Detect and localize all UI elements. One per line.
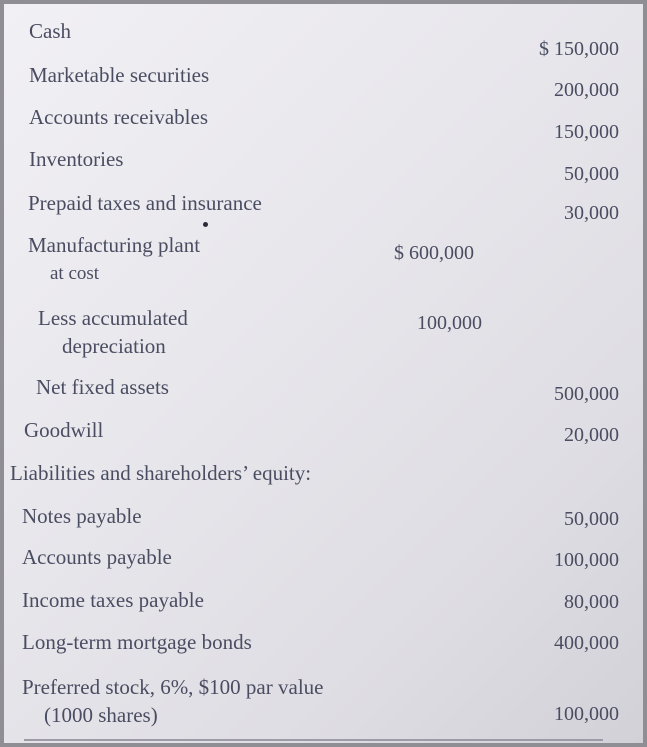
depreciation-label: Less accumulated [38,306,188,330]
depreciation-amount: 100,000 [417,312,482,334]
cash-label: Cash [29,19,71,43]
marketable-securities-label: Marketable securities [29,63,210,87]
plant-label: Manufacturing plant [28,233,201,257]
income-taxes-payable-amount: 80,000 [564,591,619,613]
notes-payable-label: Notes payable [22,504,142,528]
plant-label-cont: at cost [50,263,100,284]
balance-sheet-page [4,4,643,743]
preferred-stock-label: Preferred stock, 6%, $100 par value [22,675,324,699]
notes-payable-amount: 50,000 [564,508,619,530]
plant-amount: $ 600,000 [394,242,474,264]
inventories-label: Inventories [29,147,124,171]
accounts-receivables-label: Accounts receivables [29,105,209,129]
net-fixed-assets-amount: 500,000 [554,383,619,405]
accounts-payable-label: Accounts payable [22,545,172,569]
accounts-payable-amount: 100,000 [554,549,619,571]
prepaid-amount: 30,000 [564,202,619,224]
inventories-amount: 50,000 [564,163,619,185]
income-taxes-payable-label: Income taxes payable [22,588,204,612]
accounts-receivables-amount: 150,000 [554,121,619,143]
cash-amount: $ 150,000 [539,38,619,60]
mortgage-bonds-amount: 400,000 [554,632,619,654]
prepaid-label: Prepaid taxes and insurance [28,191,262,215]
net-fixed-assets-label: Net fixed assets [36,375,169,399]
bottom-rule [24,739,603,741]
depreciation-label-cont: depreciation [62,334,166,358]
ink-dot [203,222,208,227]
goodwill-label: Goodwill [24,418,104,442]
marketable-securities-amount: 200,000 [554,79,619,101]
preferred-stock-label-cont: (1000 shares) [44,703,158,727]
mortgage-bonds-label: Long-term mortgage bonds [22,630,252,654]
liabilities-heading: Liabilities and shareholders’ equity: [10,461,312,485]
preferred-stock-amount: 100,000 [554,703,619,725]
goodwill-amount: 20,000 [564,424,619,446]
